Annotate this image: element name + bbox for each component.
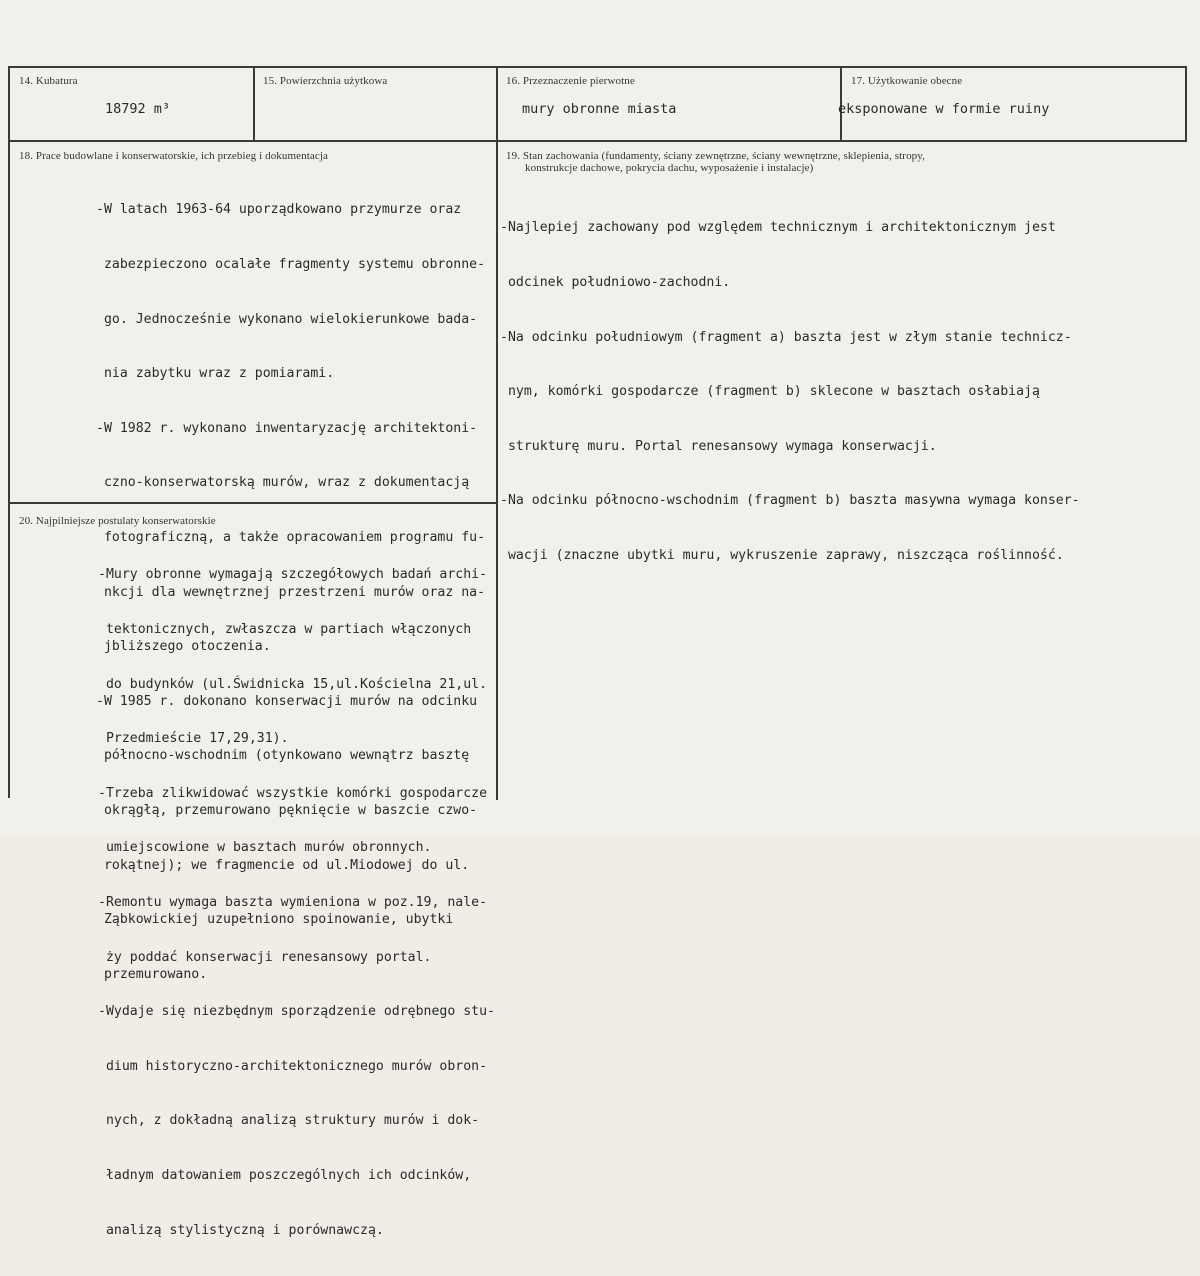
- field-14-value: 18792 m³: [105, 101, 171, 117]
- text-line: nia zabytku wraz z pomiarami.: [96, 366, 335, 382]
- text-line: nych, z dokładną analizą struktury murów i dok-: [98, 1113, 480, 1129]
- text-line: nym, komórki gospodarcze (fragment b) sklecone w basztach osłabiają: [500, 384, 1040, 400]
- field-20-text: [98, 530, 495, 1276]
- text-line: -Na odcinku południowym (fragment a) baszta jest w złym stanie technicz-: [500, 329, 1072, 345]
- text-line: północno-wschodnim (otynkowano wewnątrz basztę: [96, 748, 470, 764]
- text-line: odcinek południowo-zachodni.: [500, 275, 731, 290]
- text-line: jbliższego otoczenia.: [96, 639, 271, 655]
- field-16-value: mury obronne miasta: [522, 101, 677, 117]
- text-line: nkcji dla wewnętrznej przestrzeni murów oraz na-: [96, 584, 486, 600]
- text-line: analizą stylistyczną i porównawczą.: [98, 1222, 384, 1238]
- text-line: -Najlepiej zachowany pod względem technicznym i architektonicznym jest: [500, 220, 1056, 236]
- field-19-label-line2: konstrukcje dachowe, pokrycia dachu, wyposażenie i instalacje): [525, 162, 814, 174]
- text-line: -Mury obronne wymagają szczegółowych badań archi-: [98, 567, 488, 583]
- text-line: go. Jednocześnie wykonano wielokierunkowe bada-: [96, 311, 478, 327]
- text-line: przemurowano.: [96, 966, 208, 982]
- text-line: zabezpieczono ocalałe fragmenty systemu obronne-: [96, 257, 486, 272]
- text-line: -Remontu wymaga baszta wymieniona w poz.19, nale-: [98, 894, 488, 910]
- field-20-label: 20. Najpilniejsze postulaty konserwatorskie: [19, 515, 216, 527]
- field-17-label: 17. Użytkowanie obecne: [851, 75, 963, 87]
- field-16-label: 16. Przeznaczenie pierwotne: [506, 75, 635, 87]
- text-line: -Trzeba zlikwidować wszystkie komórki gospodarcze: [98, 785, 488, 801]
- text-line: fotograficzną, a także opracowaniem programu fu-: [96, 529, 486, 545]
- text-line: dium historyczno-architektonicznego murów obron-: [98, 1058, 488, 1074]
- field-17-value: eksponowane w formie ruiny: [838, 101, 1050, 117]
- text-line: ładnym datowaniem poszczególnych ich odcinków,: [98, 1167, 472, 1183]
- text-line: ży poddać konserwacji renesansowy portal.: [98, 949, 432, 965]
- text-line: czno-konserwatorską murów, wraz z dokumentacją: [96, 475, 470, 491]
- text-line: tektonicznych, zwłaszcza w partiach włączonych: [98, 622, 472, 637]
- text-line: -W latach 1963-64 uporządkowano przymurze oraz: [96, 202, 462, 218]
- left-border: [8, 66, 10, 798]
- top-rule: [8, 66, 1186, 68]
- text-line: Ząbkowickiej uzupełniono spoinowanie, ubytki: [96, 912, 454, 928]
- text-line: rokątnej); we fragmencie od ul.Miodowej do ul.: [96, 857, 470, 873]
- text-line: okrągłą, przemurowano pęknięcie w baszcie czwo-: [96, 802, 478, 818]
- field-18-label: 18. Prace budowlane i konserwatorskie, ich przebieg i dokumentacja: [19, 150, 328, 162]
- row1-rule: [8, 140, 1186, 142]
- text-line: Przedmieście 17,29,31).: [98, 731, 289, 747]
- center-divider: [496, 66, 498, 800]
- col-divider-15: [253, 66, 255, 142]
- right-border: [1185, 66, 1187, 142]
- text-line: wacji (znaczne ubytki muru, wykruszenie zaprawy, niszcząca roślinność.: [500, 547, 1064, 563]
- text-line: -Wydaje się niezbędnym sporządzenie odrębnego stu-: [98, 1004, 495, 1020]
- text-line: strukturę muru. Portal renesansowy wymaga konserwacji.: [500, 438, 937, 454]
- text-line: umiejscowione w basztach murów obronnych.: [98, 840, 432, 856]
- field-19-label-line1: 19. Stan zachowania (fundamenty, ściany zewnętrzne, ściany wewnętrzne, sklepienia, stropy,: [506, 150, 926, 162]
- text-line: -W 1985 r. dokonano konserwacji murów na odcinku: [96, 693, 478, 709]
- field-14-label: 14. Kubatura: [19, 75, 78, 87]
- text-line: do budynków (ul.Świdnicka 15,ul.Kościelna 21,ul.: [98, 676, 488, 692]
- field-15-label: 15. Powierzchnia użytkowa: [263, 75, 388, 87]
- text-line: -W 1982 r. wykonano inwentaryzację architektoni-: [96, 420, 478, 436]
- text-line: -Na odcinku północno-wschodnim (fragment b) baszta masywna wymaga konser-: [500, 493, 1080, 509]
- field-19-text: [500, 183, 1080, 602]
- field-19-label: [506, 150, 925, 174]
